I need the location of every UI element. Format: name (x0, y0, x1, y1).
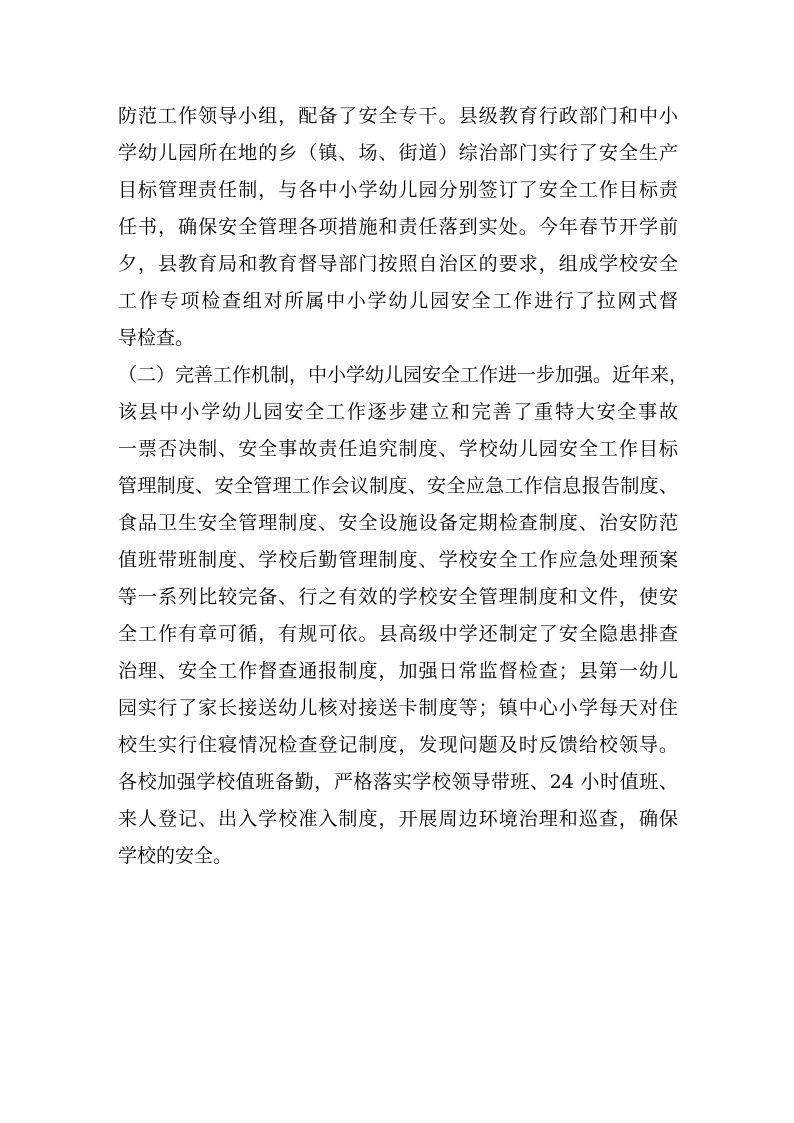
text-line-1: 防范工作领导小组，配备了安全专干。县级教育行政部门和中小 (118, 105, 678, 127)
text-line-12: 食品卫生安全管理制度、安全设施设备定期检查制度、治安防范 (118, 512, 678, 534)
text-line-19: 各校加强学校值班备勤，严格落实学校领导带班、24 小时值班、 (118, 771, 678, 793)
text-line-16: 治理、安全工作督查通报制度，加强日常监督检查；县第一幼儿 (118, 660, 678, 682)
text-line-9: 该县中小学幼儿园安全工作逐步建立和完善了重特大安全事故 (118, 401, 678, 423)
text-line-21: 学校的安全。 (118, 845, 233, 867)
text-line-11: 管理制度、安全管理工作会议制度、安全应急工作信息报告制度、 (118, 475, 678, 497)
text-line-13: 值班带班制度、学校后勤管理制度、学校安全工作应急处理预案 (118, 549, 678, 571)
text-line-2: 学幼儿园所在地的乡（镇、场、街道）综治部门实行了安全生产 (118, 142, 678, 164)
text-line-15: 全工作有章可循，有规可依。县高级中学还制定了安全隐患排查 (118, 623, 678, 645)
text-line-17: 园实行了家长接送幼儿核对接送卡制度等；镇中心小学每天对住 (118, 697, 678, 719)
text-line-6: 工作专项检查组对所属中小学幼儿园安全工作进行了拉网式督 (118, 290, 678, 312)
text-line-7: 导检查。 (118, 327, 195, 349)
text-line-5: 夕，县教育局和教育督导部门按照自治区的要求，组成学校安全 (118, 253, 678, 275)
text-line-18: 校生实行住寝情况检查登记制度，发现问题及时反馈给校领导。 (118, 734, 678, 756)
text-line-4: 任书，确保安全管理各项措施和责任落到实处。今年春节开学前 (118, 216, 678, 238)
text-line-3: 目标管理责任制，与各中小学幼儿园分别签订了安全工作目标责 (118, 179, 678, 201)
text-line-14: 等一系列比较完备、行之有效的学校安全管理制度和文件，使安 (118, 586, 678, 608)
body-text (118, 98, 689, 875)
section-heading-line: （二）完善工作机制，中小学幼儿园安全工作进一步加强。近年来， (118, 364, 689, 386)
text-line-10: 一票否决制、安全事故责任追究制度、学校幼儿园安全工作目标 (118, 438, 678, 460)
text-line-20: 来人登记、出入学校准入制度，开展周边环境治理和巡查，确保 (118, 808, 678, 830)
